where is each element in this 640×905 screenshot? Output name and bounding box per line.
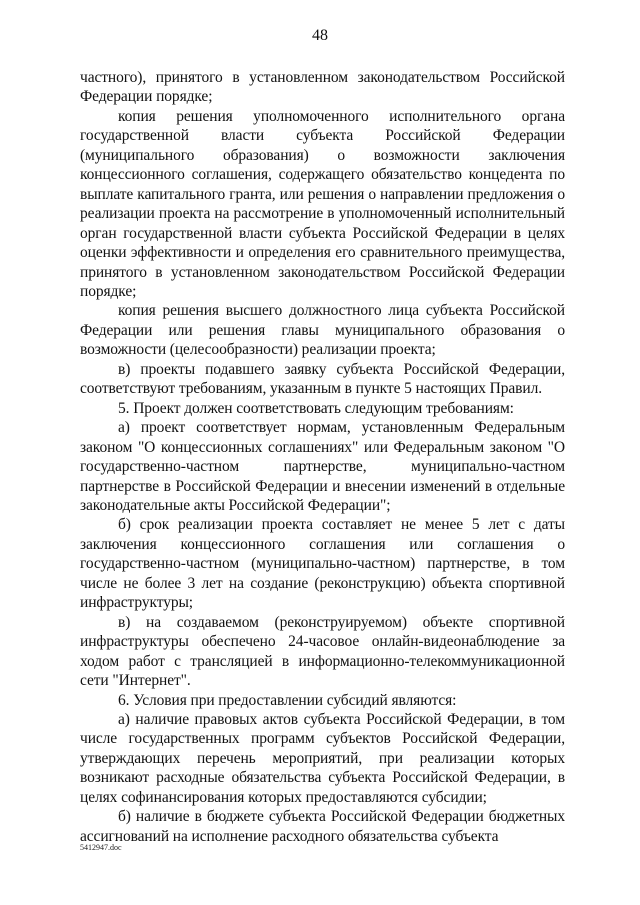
paragraph-section-6-heading: 6. Условия при предоставлении субсидий являются: bbox=[118, 691, 457, 709]
paragraph-5b: б) срок реализации проекта составляет не менее 5 лет с даты заключения концессионного соглашения или соглашения о государственно-частном (муниципально-частном) партнерстве, в том числе не более 3 лет на создание (реконструкцию) объекта спортивной инфраструктуры; bbox=[80, 516, 565, 612]
paragraph-section-5-heading: 5. Проект должен соответствовать следующим требованиям: bbox=[118, 399, 514, 417]
footer-document-code: 5412947.doc bbox=[80, 843, 122, 852]
paragraph-5a: а) проект соответствует нормам, установленным Федеральным законом "О концессионных соглашениях" или Федеральным законом "О государственно-частном партнерстве, муниципально-частном партнерстве в Российской Федерации и внесении изменений в отдельные законодательные акты Российской Федерации"; bbox=[80, 419, 565, 514]
paragraph-authority-decision-copy: копия решения уполномоченного исполнительного органа государственной власти субъекта Российской Федерации (муниципального образования) о возможности заключения концессионного соглашения, содержащего обязательство концедента по выплате капитального гранта, или решения о направлении предложения о реализации проекта на рассмотрение в уполномоченный исполнительный орган государственной власти субъекта Российской Федерации в целях оценки эффективности и определения его сравнительного преимущества, принятого в установленном законодательством Российской Федерации порядке; bbox=[80, 107, 565, 300]
paragraph-6a: а) наличие правовых актов субъекта Российской Федерации, в том числе государственных программ субъектов Российской Федерации, утверждающих перечень мероприятий, при реализации которых возникают расходные обязательства субъекта Российской Федерации, в целях софинансирования которых предоставляются субсидии; bbox=[80, 710, 565, 806]
paragraph-5v: в) на создаваемом (реконструируемом) объекте спортивной инфраструктуры обеспечено 24-часовое онлайн-видеонаблюдение за ходом работ с трансляцией в информационно-телекоммуникационной сети "Интернет". bbox=[80, 613, 565, 690]
page-number: 48 bbox=[312, 27, 328, 44]
paragraph-continuation: частного), принятого в установленном законодательством Российской Федерации порядке; bbox=[80, 69, 565, 106]
document-body bbox=[80, 68, 565, 846]
paragraph-official-decision-copy: копия решения высшего должностного лица субъекта Российской Федерации или решения главы муниципального образования о возможности (целесообразности) реализации проекта; bbox=[80, 302, 565, 359]
paragraph-item-v-projects: в) проекты подавшего заявку субъекта Российской Федерации, соответствуют требованиям, указанным в пункте 5 настоящих Правил. bbox=[80, 360, 565, 398]
paragraph-6b: б) наличие в бюджете субъекта Российской Федерации бюджетных ассигнований на исполнение расходного обязательства субъекта bbox=[80, 808, 565, 845]
